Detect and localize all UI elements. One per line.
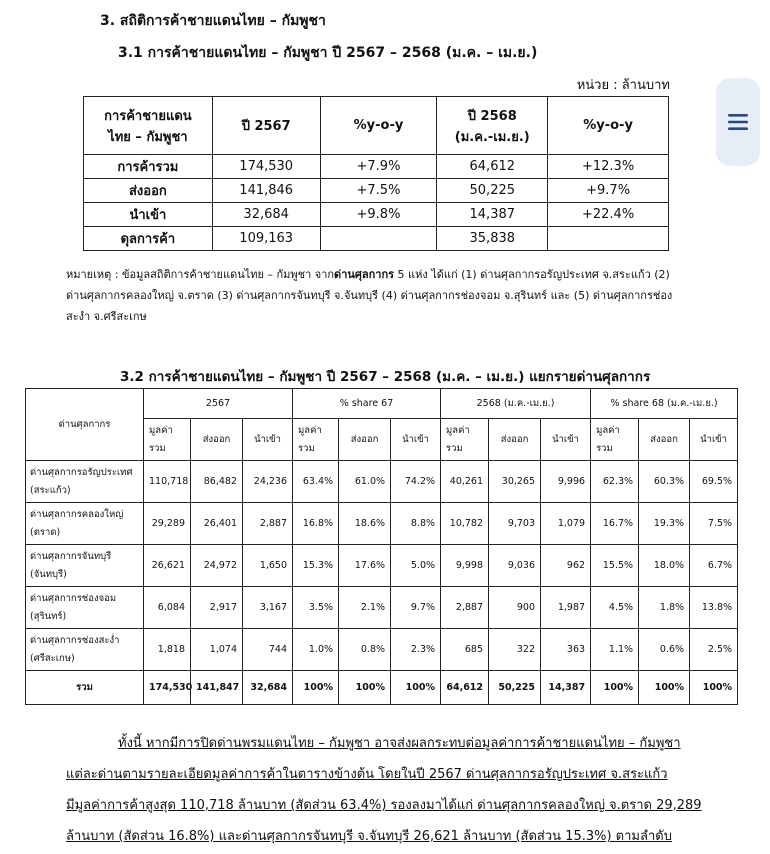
header-import: นำเข้า	[690, 419, 738, 461]
share-import-67-cell: 74.2%	[391, 461, 441, 503]
header-line: การค้าชายแดน	[104, 108, 192, 124]
import-2568-cell: 363	[541, 629, 591, 671]
header-border-trade	[84, 97, 213, 155]
export-2568-cell: 322	[489, 629, 541, 671]
import-2567-cell: 24,236	[243, 461, 293, 503]
yoy-2567: +7.9%	[320, 155, 437, 179]
share-export-67-cell: 2.1%	[339, 587, 391, 629]
table-row	[84, 227, 669, 251]
paragraph-line: แต่ละด่านตามรายละเอียดมูลค่าการค้าในตารางข้างต้น โดยในปี 2567 ด่านศุลกากรอรัญประเทศ จ.สระแก้ว	[66, 767, 668, 782]
header-line: รวม	[596, 442, 613, 454]
share-export-67-total-cell: 100%	[339, 671, 391, 705]
hamburger-menu-icon	[727, 112, 749, 132]
header-import: นำเข้า	[541, 419, 591, 461]
export-2567-cell: 1,074	[191, 629, 243, 671]
total-2568-cell: 685	[441, 629, 489, 671]
row-label: ดุลการค้า	[84, 227, 213, 251]
export-2568-total-cell: 50,225	[489, 671, 541, 705]
share-total-68-cell: 16.7%	[591, 503, 639, 545]
customs-house-name-line: ด่านศุลกากรช่องสะง่ำ	[30, 634, 120, 646]
header-export: ส่งออก	[191, 419, 243, 461]
menu-button[interactable]	[716, 78, 760, 166]
row-label: นำเข้า	[84, 203, 213, 227]
share-total-67-cell: 16.8%	[293, 503, 339, 545]
share-total-68-cell: 62.3%	[591, 461, 639, 503]
total-2567-cell: 6,084	[144, 587, 191, 629]
header-line: มูลค่า	[298, 424, 322, 436]
customs-house-table	[25, 388, 738, 705]
table-total-row	[26, 671, 738, 705]
yoy-2568	[548, 227, 669, 251]
table-row	[26, 629, 738, 671]
import-2568-cell: 9,996	[541, 461, 591, 503]
export-2568-cell: 900	[489, 587, 541, 629]
share-import-67-cell: 5.0%	[391, 545, 441, 587]
customs-house-province: (สระแก้ว)	[30, 484, 71, 496]
customs-house-name	[26, 629, 144, 671]
value-2568: 64,612	[437, 155, 548, 179]
customs-house-province: (ตราด)	[30, 526, 61, 538]
note-text: 5 แห่ง ได้แก่ (1) ด่านศุลกากรอรัญประเทศ จ.สระแก้ว (2) ด่านศุลกากรคลองใหญ่ จ.ตราด (3) ด่านศุลกากรจันทบุรี จ.จันทบุรี (4) ด่านศุลกากรช่องจอม จ.สุรินทร์ และ (5) ด่านศุลกากรช่องสะงำ จ.ศรีสะเกษ	[66, 268, 673, 323]
total-2567-total-cell: 174,530	[144, 671, 191, 705]
unit-label: หน่วย : ล้านบาท	[576, 78, 670, 93]
total-2568-cell: 9,998	[441, 545, 489, 587]
header-line: รวม	[298, 442, 315, 454]
value-2567: 141,846	[212, 179, 320, 203]
header-year-2567: ปี 2567	[212, 97, 320, 155]
import-2567-cell: 1,650	[243, 545, 293, 587]
paragraph-line: ล้านบาท (สัดส่วน 16.8%) และด่านศุลกากรจันทบุรี จ.จันทบุรี 26,621 ล้านบาท (สัดส่วน 15.3%) ตามลำดับ	[66, 829, 672, 844]
header-share-68: % share 68 (ม.ค.-เม.ย.)	[591, 389, 738, 419]
customs-table-body	[26, 461, 738, 705]
subsection-1-title: 3.1 การค้าชายแดนไทย – กัมพูชา ปี 2567 – 2568 (ม.ค. – เม.ย.)	[118, 45, 538, 61]
share-export-67-cell: 0.8%	[339, 629, 391, 671]
share-total-68-cell: 15.5%	[591, 545, 639, 587]
customs-house-province: (จันทบุรี)	[30, 568, 67, 580]
value-2567: 109,163	[212, 227, 320, 251]
header-total-value	[144, 419, 191, 461]
export-2567-total-cell: 141,847	[191, 671, 243, 705]
share-total-68-cell: 4.5%	[591, 587, 639, 629]
customs-house-name-line: ด่านศุลกากรอรัญประเทศ	[30, 466, 133, 478]
share-import-68-cell: 2.5%	[690, 629, 738, 671]
share-import-67-total-cell: 100%	[391, 671, 441, 705]
import-2568-total-cell: 14,387	[541, 671, 591, 705]
yoy-2568: +9.7%	[548, 179, 669, 203]
import-2567-cell: 3,167	[243, 587, 293, 629]
customs-house-name	[26, 503, 144, 545]
customs-house-name	[26, 461, 144, 503]
customs-house-name-line: ด่านศุลกากรจันทบุรี	[30, 550, 112, 562]
total-label: รวม	[26, 671, 144, 705]
header-import: นำเข้า	[391, 419, 441, 461]
import-2568-cell: 1,987	[541, 587, 591, 629]
share-import-67-cell: 2.3%	[391, 629, 441, 671]
export-2567-cell: 86,482	[191, 461, 243, 503]
share-export-68-cell: 60.3%	[639, 461, 690, 503]
header-total-value	[591, 419, 639, 461]
yoy-2567	[320, 227, 437, 251]
header-line: มูลค่า	[446, 424, 470, 436]
share-total-67-total-cell: 100%	[293, 671, 339, 705]
header-line: รวม	[149, 442, 166, 454]
share-total-67-cell: 63.4%	[293, 461, 339, 503]
customs-house-name-line: ด่านศุลกากรช่องจอม	[30, 592, 117, 604]
total-2567-cell: 29,289	[144, 503, 191, 545]
customs-house-province: (สุรินทร์)	[30, 610, 67, 622]
header-year-2568	[437, 97, 548, 155]
header-total-value	[293, 419, 339, 461]
share-export-67-cell: 61.0%	[339, 461, 391, 503]
customs-house-name	[26, 587, 144, 629]
table-row	[26, 461, 738, 503]
row-label: การค้ารวม	[84, 155, 213, 179]
share-import-68-cell: 6.7%	[690, 545, 738, 587]
total-2568-cell: 40,261	[441, 461, 489, 503]
header-line: (ม.ค.-เม.ย.)	[454, 129, 530, 145]
header-customs-house: ด่านศุลกากร	[26, 389, 144, 461]
table-row	[84, 179, 669, 203]
yoy-2568: +22.4%	[548, 203, 669, 227]
paragraph-line: มีมูลค่าการค้าสูงสุด 110,718 ล้านบาท (สัดส่วน 63.4%) รองลงมาได้แก่ ด่านศุลกากรคลองใหญ่ จ.ตราด 29,289	[66, 798, 702, 813]
row-label: ส่งออก	[84, 179, 213, 203]
share-import-68-cell: 13.8%	[690, 587, 738, 629]
header-export: ส่งออก	[639, 419, 690, 461]
import-2567-cell: 2,887	[243, 503, 293, 545]
table-row	[84, 203, 669, 227]
value-2568: 35,838	[437, 227, 548, 251]
table-note	[66, 264, 682, 327]
import-2567-total-cell: 32,684	[243, 671, 293, 705]
import-2568-cell: 1,079	[541, 503, 591, 545]
section-title: 3. สถิติการค้าชายแดนไทย – กัมพูชา	[100, 13, 326, 29]
share-total-67-cell: 3.5%	[293, 587, 339, 629]
value-2567: 174,530	[212, 155, 320, 179]
export-2568-cell: 9,703	[489, 503, 541, 545]
table-row	[26, 587, 738, 629]
export-2568-cell: 9,036	[489, 545, 541, 587]
value-2567: 32,684	[212, 203, 320, 227]
header-line: ปี 2568	[467, 108, 517, 124]
total-2568-cell: 10,782	[441, 503, 489, 545]
share-total-67-cell: 15.3%	[293, 545, 339, 587]
share-total-67-cell: 1.0%	[293, 629, 339, 671]
value-2568: 14,387	[437, 203, 548, 227]
header-line: มูลค่า	[149, 424, 173, 436]
share-import-67-cell: 8.8%	[391, 503, 441, 545]
import-2567-cell: 744	[243, 629, 293, 671]
export-2567-cell: 26,401	[191, 503, 243, 545]
header-export: ส่งออก	[489, 419, 541, 461]
border-trade-summary-table	[83, 96, 669, 251]
import-2568-cell: 962	[541, 545, 591, 587]
header-2568: 2568 (ม.ค.-เม.ย.)	[441, 389, 591, 419]
header-yoy-1: %y-o-y	[320, 97, 437, 155]
table-row	[84, 155, 669, 179]
header-yoy-2: %y-o-y	[548, 97, 669, 155]
customs-house-name	[26, 545, 144, 587]
yoy-2567: +9.8%	[320, 203, 437, 227]
total-2567-cell: 110,718	[144, 461, 191, 503]
note-bold-text: ด่านศุลกากร	[334, 268, 395, 281]
total-2567-cell: 1,818	[144, 629, 191, 671]
customs-house-name-line: ด่านศุลกากรคลองใหญ่	[30, 508, 124, 520]
table-group-header-row	[26, 389, 738, 419]
table-row	[26, 503, 738, 545]
share-export-68-total-cell: 100%	[639, 671, 690, 705]
header-export: ส่งออก	[339, 419, 391, 461]
header-total-value	[441, 419, 489, 461]
yoy-2568: +12.3%	[548, 155, 669, 179]
header-2567: 2567	[144, 389, 293, 419]
header-line: มูลค่า	[596, 424, 620, 436]
share-total-68-total-cell: 100%	[591, 671, 639, 705]
summary-paragraph	[66, 728, 702, 852]
share-import-68-total-cell: 100%	[690, 671, 738, 705]
value-2568: 50,225	[437, 179, 548, 203]
share-export-68-cell: 19.3%	[639, 503, 690, 545]
share-export-67-cell: 18.6%	[339, 503, 391, 545]
header-import: นำเข้า	[243, 419, 293, 461]
share-export-68-cell: 0.6%	[639, 629, 690, 671]
table-header-row	[84, 97, 669, 155]
share-export-68-cell: 1.8%	[639, 587, 690, 629]
table-row	[26, 545, 738, 587]
customs-house-province: (ศรีสะเกษ)	[30, 652, 75, 664]
share-import-68-cell: 7.5%	[690, 503, 738, 545]
share-total-68-cell: 1.1%	[591, 629, 639, 671]
note-text: หมายเหตุ : ข้อมูลสถิติการค้าชายแดนไทย – กัมพูชา จาก	[66, 268, 335, 281]
share-import-68-cell: 69.5%	[690, 461, 738, 503]
share-import-67-cell: 9.7%	[391, 587, 441, 629]
subsection-2-title: 3.2 การค้าชายแดนไทย – กัมพูชา ปี 2567 – 2568 (ม.ค. – เม.ย.) แยกรายด่านศุลกากร	[120, 369, 651, 385]
export-2567-cell: 24,972	[191, 545, 243, 587]
share-export-67-cell: 17.6%	[339, 545, 391, 587]
share-export-68-cell: 18.0%	[639, 545, 690, 587]
total-2567-cell: 26,621	[144, 545, 191, 587]
export-2567-cell: 2,917	[191, 587, 243, 629]
header-line: รวม	[446, 442, 463, 454]
total-2568-cell: 2,887	[441, 587, 489, 629]
header-line: ไทย – กัมพูชา	[108, 129, 188, 145]
paragraph-line: ทั้งนี้ หากมีการปิดด่านพรมแดนไทย – กัมพูชา อาจส่งผลกระทบต่อมูลค่าการค้าชายแดนไทย – กัมพูชา	[118, 736, 681, 751]
header-share-67: % share 67	[293, 389, 441, 419]
total-2568-total-cell: 64,612	[441, 671, 489, 705]
export-2568-cell: 30,265	[489, 461, 541, 503]
yoy-2567: +7.5%	[320, 179, 437, 203]
